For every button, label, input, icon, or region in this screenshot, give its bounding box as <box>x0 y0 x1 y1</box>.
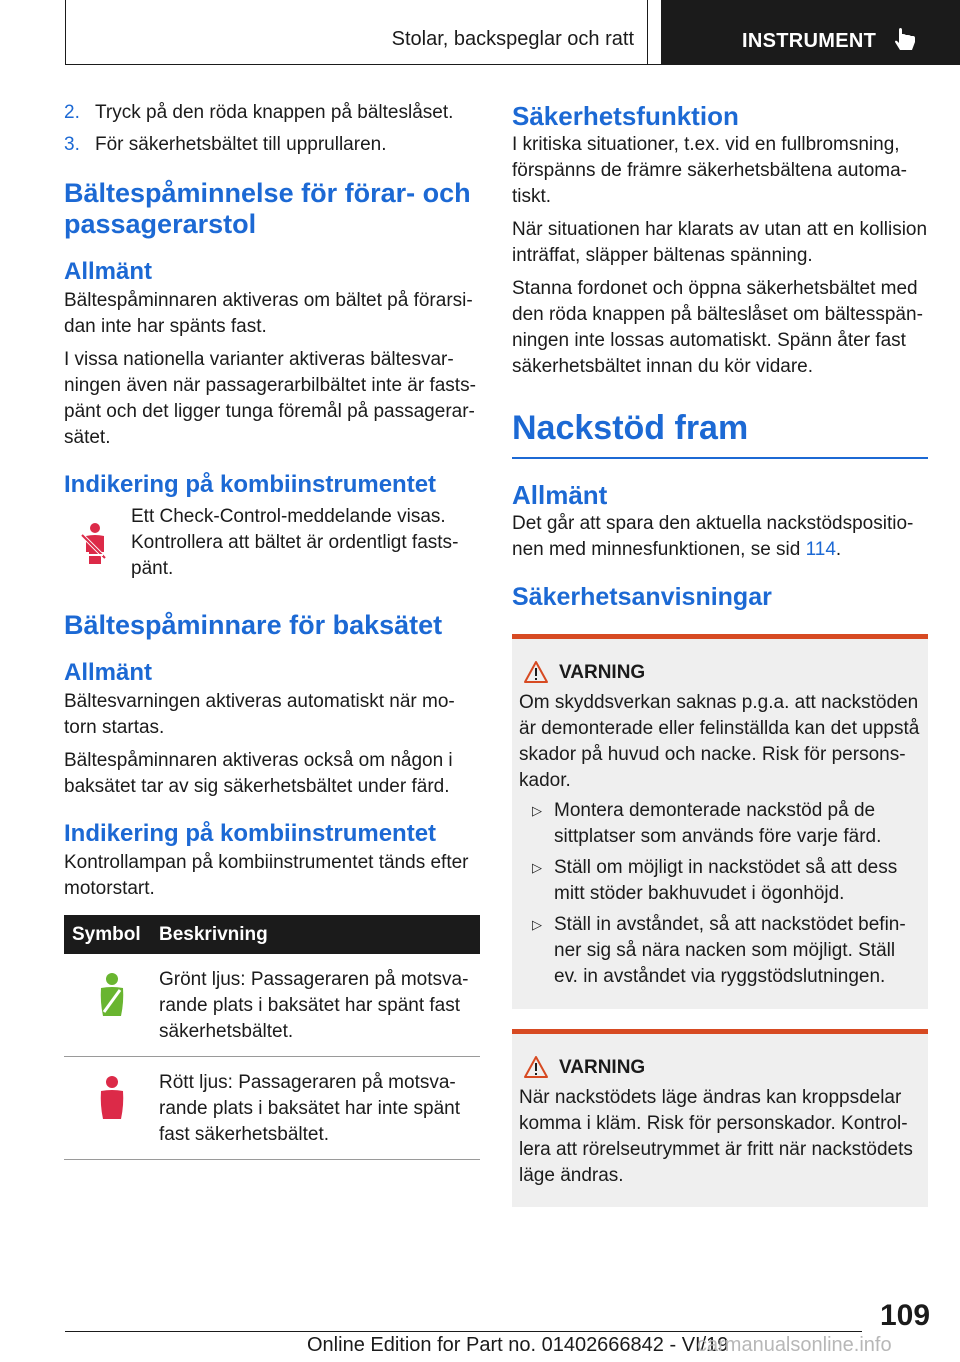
red-seat-occupant-icon <box>96 1075 128 1121</box>
warning-list <box>519 798 920 990</box>
table-cell-description: Rött ljus: Passageraren på motsvarande plats i baksätet har inte spänt fast säkerhetsbältet. <box>159 1057 480 1160</box>
list-item-text: Ställ om möjligt in nackstödet så att dess mitt stöder bakhuvudet i ögonhöjd. <box>554 857 898 904</box>
left-column <box>64 100 478 1160</box>
heading-belt-reminder-rear: Bältespåminnare för baksätet <box>64 610 443 640</box>
warning-text: Om skyddsverkan saknas p.g.a. att nackstöden är demonterade eller felinställda kan det uppstå skador på huvud och nacke. Risk för personskador. <box>519 692 920 791</box>
table-header-symbol: Symbol <box>64 915 159 954</box>
red-seatbelt-warning-icon <box>80 522 110 566</box>
header-section-title: Stolar, backspeglar och ratt <box>391 28 634 50</box>
heading-belt-reminder-front: Bältespåminnelse för förar- och passagerarstol <box>64 178 471 239</box>
step-item <box>64 100 478 126</box>
footer-rule <box>65 1331 862 1332</box>
heading-indication: Indikering på kombiinstrumentet <box>64 820 437 847</box>
step-text: Tryck på den röda knappen på bälteslåset. <box>95 102 454 123</box>
warning-title-text: VARNING <box>559 662 646 683</box>
triangle-bullet-icon: ▷ <box>532 917 542 932</box>
triangle-bullet-icon: ▷ <box>532 860 542 875</box>
list-item <box>519 912 920 990</box>
paragraph: Kontrollampan på kombiinstrumentet tänds efter motorstart. <box>64 852 469 899</box>
indication-block <box>64 504 478 582</box>
table-cell-symbol <box>64 954 159 1057</box>
paragraph: I vissa nationella varianter aktiveras bältesvarningen även när passagerarbilbältet inte är fastspänt och det ligger tunga föremål på passagerarsätet. <box>64 349 476 448</box>
table-row <box>64 1057 480 1160</box>
table-header-row <box>64 915 480 954</box>
warning-title <box>519 659 920 687</box>
list-item <box>519 855 920 907</box>
pointing-hand-icon <box>893 27 919 53</box>
warning-triangle-icon <box>523 660 549 684</box>
symbol-table <box>64 915 480 1160</box>
heading-headrest-front: Nackstöd fram <box>512 408 928 459</box>
paragraph: Bältespåminnaren aktiveras om bältet på förarsidan inte har spänts fast. <box>64 290 473 337</box>
heading-general: Allmänt <box>64 659 153 686</box>
paragraph: När situationen har klarats av utan att en kollision inträffat, släpper bältenas spänning. <box>512 219 928 266</box>
header-rule <box>65 64 960 65</box>
warning-box <box>512 1029 928 1207</box>
footer-edition: Online Edition for Part no. 01402666842 - VI/19 <box>307 1334 729 1356</box>
header-section-tab <box>65 0 648 64</box>
paragraph-text: . <box>835 539 842 560</box>
triangle-bullet-icon: ▷ <box>532 803 542 818</box>
step-number: 2. <box>64 102 80 123</box>
table-cell-description: Grönt ljus: Passageraren på motsvarande plats i baksätet har spänt fast säkerhetsbältet. <box>159 954 480 1057</box>
warning-title-text: VARNING <box>559 1057 646 1078</box>
indication-text: Ett Check-Control-meddelande visas. Kontrollera att bältet är ordentligt fastspänt. <box>131 506 459 579</box>
table-row <box>64 954 480 1057</box>
list-item-text: Ställ in avståndet, så att nackstödet befinner sig så nära nacken som möjligt. Ställ ev. in avståndet via ryggstödslutningen. <box>554 914 906 987</box>
page-link[interactable]: 114 <box>805 539 836 560</box>
list-item-text: Montera demonterade nackstöd på de sittplatser som används före varje färd. <box>554 800 882 847</box>
paragraph: I kritiska situationer, t.ex. vid en fullbromsning, förspänns de främre säkerhetsbältena automatiskt. <box>512 134 907 207</box>
warning-text: När nackstödets läge ändras kan kroppsdelar komma i kläm. Risk för personskador. Kontrollera att rörelseutrymmet är fritt när nackstödets läge ändras. <box>519 1087 913 1186</box>
page-number: 109 <box>880 1299 931 1332</box>
heading-safety-function: Säkerhetsfunktion <box>512 101 739 131</box>
heading-indication: Indikering på kombiinstrumentet <box>64 471 437 498</box>
warning-box <box>512 634 928 1009</box>
heading-general: Allmänt <box>512 480 608 510</box>
table-cell-symbol <box>64 1057 159 1160</box>
heading-safety-notes: Säkerhetsanvisningar <box>512 583 772 611</box>
table-header-description: Beskrivning <box>159 915 480 954</box>
paragraph <box>512 511 928 563</box>
list-item <box>519 798 920 850</box>
paragraph: Bältespåminnaren aktiveras också om någon i baksätet tar av sig säkerhetsbältet under färd. <box>64 750 453 797</box>
warning-triangle-icon <box>523 1055 549 1079</box>
right-column <box>512 100 928 1207</box>
step-text: För säkerhetsbältet till upprullaren. <box>95 134 387 155</box>
warning-title <box>519 1054 920 1082</box>
step-number: 3. <box>64 134 80 155</box>
heading-general: Allmänt <box>64 258 153 285</box>
watermark: carmanualsonline.info <box>697 1334 892 1356</box>
header-chapter-title: INSTRUMENT <box>742 30 877 52</box>
paragraph: Bältesvarningen aktiveras automatiskt när motorn startas. <box>64 691 455 738</box>
paragraph: Stanna fordonet och öppna säkerhetsbältet med den röda knappen på bälteslåset om bältesspänningen inte lossas automatiskt. Spänn åter fast säkerhetsbältet innan du kör vidare. <box>512 278 923 377</box>
step-item <box>64 132 478 158</box>
green-seatbelt-icon <box>96 972 128 1018</box>
paragraph-text: Det går att spara den aktuella nackstödspositionen med minnesfunktionen, se sid <box>512 513 914 560</box>
